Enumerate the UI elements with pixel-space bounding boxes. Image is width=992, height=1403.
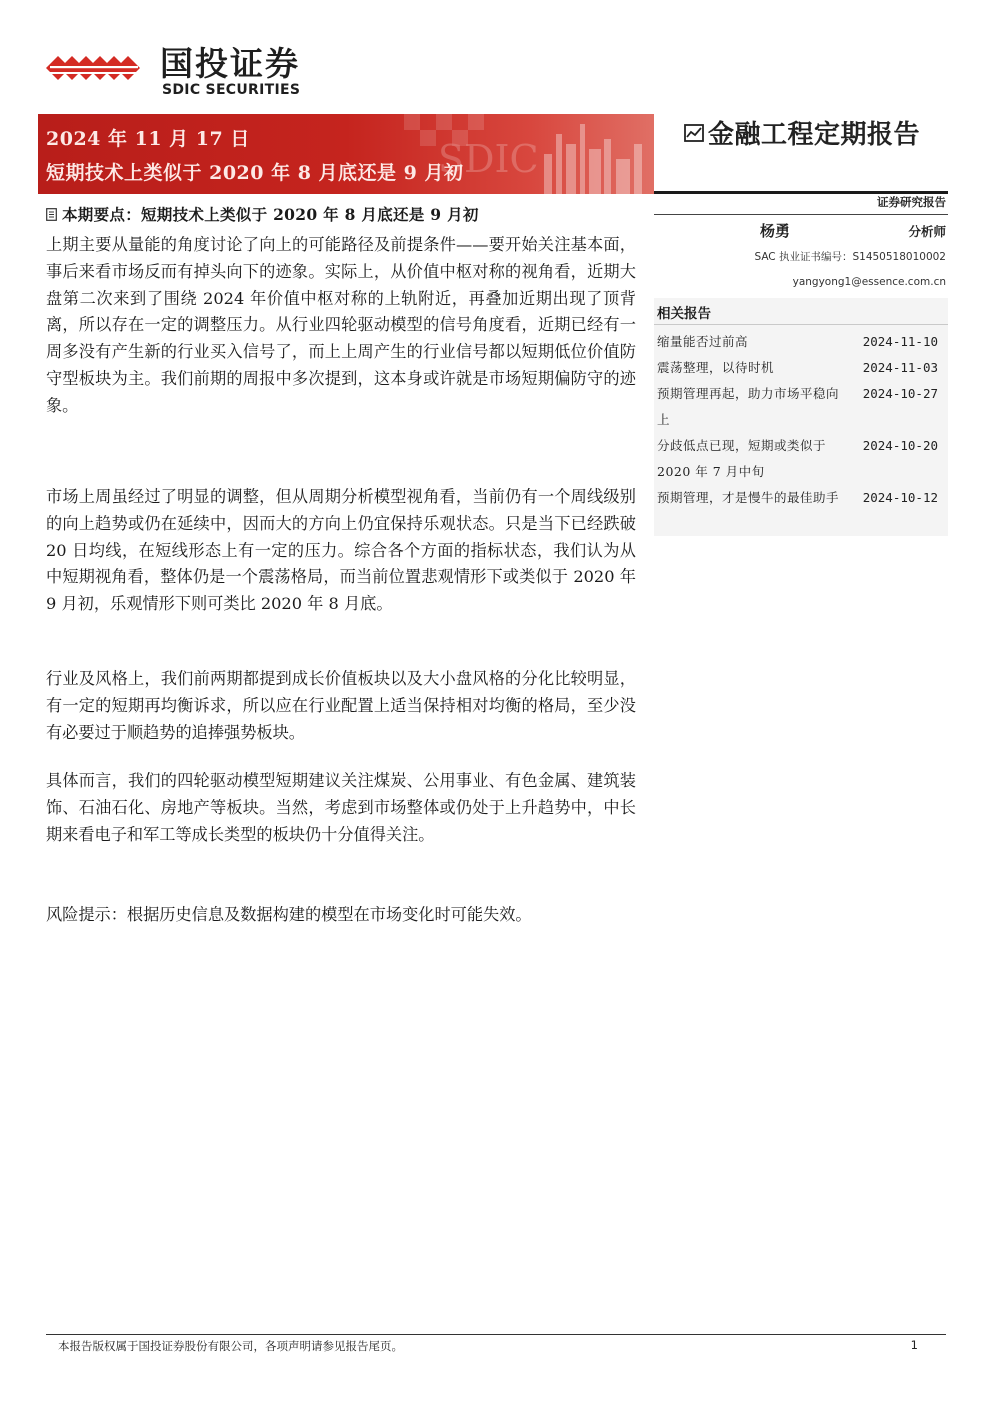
body-paragraph: 上期主要从量能的角度讨论了向上的可能路径及前提条件——要开始关注基本面，事后来看市场反而有掉头向下的迹象。实际上，从价值中枢对称的视角看，近期大盘第二次来到了围绕 2024 年价值中枢对称的上轨附近，再叠加近期出现了顶背离，所以存在一定的调整压力。从行业四轮驱动模型的信号角度看，近期已经有一周多没有产生新的行业买入信号了，而上上周产生的行业信号都以短期低位价值防守型板块为主。我们前期的周报中多次提到，这本身或许就是市场短期偏防守的迹象。 (46, 235, 636, 415)
document-icon (46, 208, 57, 221)
related-report-title[interactable]: 预期管理再起，助力市场平稳向上 (657, 386, 840, 427)
related-reports-heading-label: 相关报告 (657, 306, 711, 322)
related-report-title[interactable]: 预期管理，才是慢牛的最佳助手 (657, 490, 840, 505)
body-paragraph: 具体而言，我们的四轮驱动模型短期建议关注煤炭、公用事业、有色金属、建筑装饰、石油石化、房地产等板块。当然，考虑到市场整体或仍处于上升趋势中，中长期来看电子和军工等成长类型的板块仍十分值得关注。 (46, 771, 636, 844)
page-number: 1 (910, 1338, 918, 1352)
related-report-item[interactable] (654, 352, 948, 378)
company-logo (44, 44, 324, 98)
report-type-label: 金融工程定期报告 (708, 120, 921, 150)
analyst-email-link[interactable]: yangyong1@essence.com.cn (792, 276, 946, 288)
report-title: 短期技术上类似于 2020 年 8 月底还是 9 月初 (46, 162, 464, 184)
footer-rule (46, 1334, 946, 1335)
body-paragraph: 行业及风格上，我们前两期都提到成长价值板块以及大小盘风格的分化比较明显，有一定的短期再均衡诉求，所以应在行业配置上适当保持相对均衡的格局，至少没有必要过于顺趋势的追捧强势板块。 (46, 669, 636, 742)
header-thin-rule (654, 214, 948, 215)
related-report-item[interactable] (654, 430, 948, 482)
logo-chinese-name: 国投证券 (160, 44, 300, 83)
risk-warning: 风险提示：根据历史信息及数据构建的模型在市场变化时可能失效。 (46, 905, 532, 924)
body-paragraph: 市场上周虽经过了明显的调整，但从周期分析模型视角看，当前仍有一个周线级别的向上趋势或仍在延续中，因而大的方向上仍宜保持乐观状态。只是当下已经跌破 20 日均线，在短线形态上有一定的压力。综合各个方面的指标状态，我们认为从中短期视角看，整体仍是一个震荡格局，而当前位置悲观情形下或类似于 2020 年 9 月初，乐观情形下则可类比 2020 年 8 月底。 (46, 487, 636, 614)
report-type-header (684, 118, 946, 156)
related-report-date: 2024-10-20 (862, 438, 938, 453)
related-report-date: 2024-11-03 (862, 360, 938, 375)
report-subtype: 证券研究报告 (877, 195, 946, 209)
title-banner (38, 114, 654, 194)
related-report-date: 2024-10-12 (862, 490, 938, 505)
related-report-item[interactable] (654, 378, 948, 430)
banner-watermark: SDIC (438, 137, 539, 181)
related-reports-panel (654, 298, 948, 536)
related-reports-list (654, 326, 948, 534)
related-report-title[interactable]: 震荡整理，以待时机 (657, 360, 775, 375)
logo-english-name: SDIC SECURITIES (162, 82, 301, 98)
line-chart-icon (684, 124, 704, 142)
related-report-date: 2024-11-10 (862, 334, 938, 349)
related-report-date: 2024-10-27 (862, 386, 938, 401)
logo-mark-icon (44, 44, 156, 90)
summary-heading (46, 203, 646, 227)
related-report-title[interactable]: 缩量能否过前高 (657, 334, 749, 349)
report-date: 2024 年 11 月 17 日 (46, 128, 250, 150)
analyst-sac-number: SAC 执业证书编号：S1450518010002 (754, 251, 946, 263)
related-report-item[interactable] (654, 326, 948, 352)
related-report-item[interactable] (654, 482, 948, 534)
related-report-title[interactable]: 分歧低点已现，短期或类似于 2020 年 7 月中旬 (657, 438, 827, 479)
related-reports-heading (654, 298, 948, 325)
analyst-name: 杨勇 (760, 222, 791, 240)
analyst-role: 分析师 (908, 224, 946, 239)
footer-disclaimer: 本报告版权属于国投证券股份有限公司，各项声明请参见报告尾页。 (58, 1339, 403, 1353)
summary-heading-label: 本期要点：短期技术上类似于 2020 年 8 月底还是 9 月初 (62, 205, 479, 224)
